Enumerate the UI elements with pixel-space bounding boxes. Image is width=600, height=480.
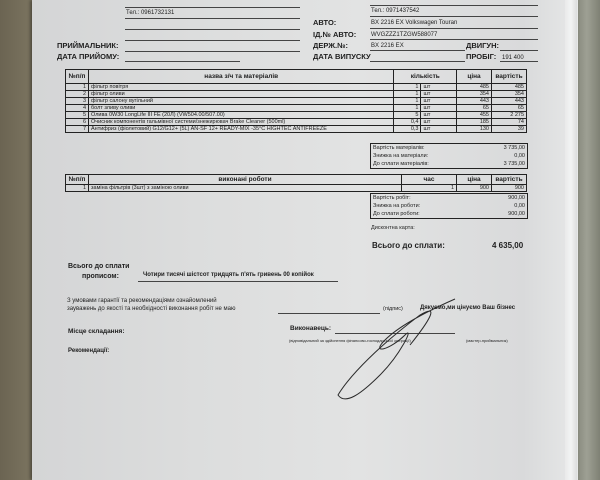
row-cost: 443 [492,98,527,105]
row-cost: 900 [492,185,527,192]
signature-hint: (підпис) [383,306,403,312]
summary-row: Знижка на роботи: 0,00 [373,203,525,209]
col-cost: вартість [492,70,527,84]
header-line [370,61,465,62]
table-row [66,105,527,112]
warranty-line-2: зауважень до якості та необхідності виконання робіт не маю [67,306,236,312]
table-row [66,112,527,119]
row-cost: 354 [492,91,527,98]
summary-row: Знижка на матеріали: 0,00 [373,153,525,159]
header-line [125,18,300,19]
table-row [66,126,527,133]
header-line [370,5,538,6]
table-row [66,84,527,91]
row-unit: шт [421,112,457,119]
in-words-label-2: прописом: [82,273,119,280]
row-qty: 5 [394,112,421,119]
vin-label: ІД.№ АВТО: [313,30,357,39]
header-line [125,7,300,8]
master-hint: (мастер-приймальник) [466,338,508,343]
row-cost: 39 [492,126,527,133]
row-unit: шт [421,91,457,98]
receiver-label: ПРИЙМАЛЬНИК: [57,41,119,50]
header-line [500,50,538,51]
col-qty: кількість [394,70,457,84]
row-name: Антифриз (фіолетовий) G12/G12+ (5L) AN-SF 12+ READY-MIX -35°C HIGHTEC ANTIFREEZE [89,126,394,133]
col-price: ціна [457,175,492,185]
row-price: 455 [457,112,492,119]
paper-edge [565,0,577,480]
works-summary [370,193,528,219]
row-qty: 0,4 [394,119,421,126]
col-price: ціна [457,70,492,84]
row-unit: шт [421,105,457,112]
row-name: заміна фільтрів (3шт) з заміною оливи [89,185,402,192]
right-phone: Тел.: 0971437542 [371,8,420,14]
row-number: 2 [66,91,89,98]
row-number: 3 [66,98,89,105]
row-number: 1 [66,185,89,192]
plate-value: BX 2216 EX [371,43,404,49]
row-qty: 1 [394,91,421,98]
summary-row: До сплати матеріалів: 3 735,00 [373,161,525,167]
row-price: 443 [457,98,492,105]
row-price: 485 [457,84,492,91]
col-name: виконані роботи [89,175,402,185]
engine-label: ДВИГУН: [466,41,499,50]
plate-label: ДЕРЖ.№: [313,41,348,50]
row-price: 354 [457,91,492,98]
header-line [125,61,240,62]
signature-scribble [330,295,460,405]
table-row [66,98,527,105]
row-name: фільтр повітря [89,84,394,91]
row-price: 65 [457,105,492,112]
row-name: Олива 0W30 LongLife III FE (20Л) (VW504.00/507.00) [89,112,394,119]
row-unit: шт [421,126,457,133]
header-line [370,28,538,29]
row-qty: 1 [394,105,421,112]
mileage-label: ПРОБІГ: [466,52,497,61]
table-row [66,91,527,98]
row-number: 7 [66,126,89,133]
header-line [370,39,538,40]
place-label: Місце складання: [68,328,125,335]
row-qty: 1 [394,98,421,105]
row-unit: шт [421,98,457,105]
col-number: №п/п [66,175,89,185]
summary-row: Вартість матеріалів: 3 735,00 [373,145,525,151]
in-words-value: Чотири тисячі шістсот тридцять п'ять гривень 00 копійок [143,272,314,278]
row-number: 4 [66,105,89,112]
col-number: №п/п [66,70,89,84]
executor-label: Виконавець: [290,325,332,332]
row-name: болт зливу оливи [89,105,394,112]
in-words-line [138,281,338,282]
row-cost: 65 [492,105,527,112]
date-received-label: ДАТА ПРИЙОМУ: [57,52,120,61]
header-line [500,61,538,62]
col-name: назва з/ч та матеріалів [89,70,394,84]
background-right [578,0,600,480]
mileage-value: 191 400 [502,55,524,61]
row-qty: 1 [394,84,421,91]
row-name: фільтр оливи [89,91,394,98]
table-row [66,185,527,192]
row-name: Очисник компонентів гальмівної системи/знежирювач Brake Cleaner (500ml) [89,119,394,126]
left-phone: Тел.: 0961732131 [126,10,175,16]
total-value: 4 635,00 [492,241,524,250]
row-price: 900 [457,185,492,192]
discount-card-label: Дисконтна карта: [371,225,415,231]
col-cost: вартість [492,175,527,185]
recommendations-label: Рекомендації: [68,348,110,354]
table-row [66,119,527,126]
header-line [125,40,300,41]
row-number: 5 [66,112,89,119]
header-line [125,29,300,30]
row-price: 185 [457,119,492,126]
row-unit: шт [421,119,457,126]
header-line [370,50,465,51]
thanks-text: Дякуємо,ми цінуємо Ваш бізнес [420,305,516,311]
header-line [125,51,300,52]
col-time: час [402,175,457,185]
summary-row: До сплати роботи: 900,00 [373,211,525,217]
row-price: 130 [457,126,492,133]
vin-value: WVGZZZ1TZGW588077 [371,32,438,38]
warranty-line-1: З умовами гарантії та рекомендаціями ознайомлений [67,298,217,304]
materials-summary [370,143,528,169]
in-words-label: Всього до сплати [68,263,130,270]
row-cost: 485 [492,84,527,91]
row-number: 6 [66,119,89,126]
summary-row: Вартість робіт: 900,00 [373,195,525,201]
row-time: 1 [402,185,457,192]
works-table [65,174,527,192]
works-header-row [66,175,527,185]
row-cost: 2 275 [492,112,527,119]
release-date-label: ДАТА ВИПУСКУ [313,52,371,61]
materials-header-row [66,70,527,84]
header-line [370,16,538,17]
row-qty: 0,3 [394,126,421,133]
row-name: фільтр салону вугільний [89,98,394,105]
row-cost: 74 [492,119,527,126]
auto-label: АВТО: [313,18,337,27]
executor-hint: (відповідальний за здійснення фінансово-господарської операції) [289,338,411,343]
row-unit: шт [421,84,457,91]
auto-value: BX 2216 EX Volkswagen Touran [371,20,458,26]
total-label: Всього до сплати: [372,241,445,250]
materials-table [65,69,527,133]
row-number: 1 [66,84,89,91]
